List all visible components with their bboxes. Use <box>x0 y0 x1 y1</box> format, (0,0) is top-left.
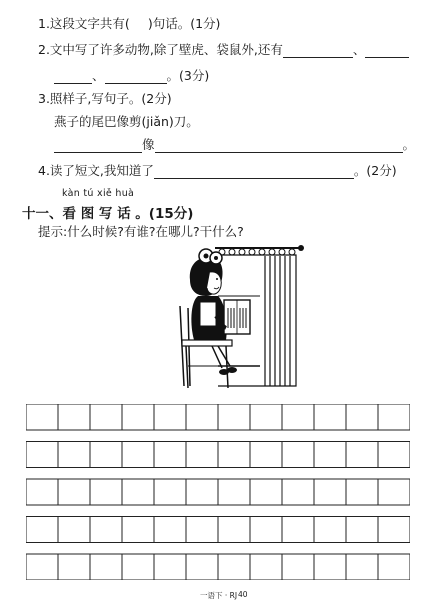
grid-cell[interactable] <box>186 554 218 580</box>
grid-cell[interactable] <box>346 479 378 505</box>
grid-cell[interactable] <box>346 517 378 543</box>
writing-grid[interactable] <box>26 404 410 580</box>
grid-cell[interactable] <box>314 517 346 543</box>
grid-cell[interactable] <box>154 517 186 543</box>
grid-cell[interactable] <box>26 442 58 468</box>
grid-cell[interactable] <box>250 442 282 468</box>
grid-cell[interactable] <box>90 404 122 430</box>
grid-cell[interactable] <box>250 517 282 543</box>
grid-cell[interactable] <box>218 404 250 430</box>
grid-cell[interactable] <box>314 479 346 505</box>
grid-cell[interactable] <box>122 554 154 580</box>
section-pinyin: kàn tú xiě huà <box>62 188 135 199</box>
grid-cell[interactable] <box>58 404 90 430</box>
question-3-example: 燕子的尾巴像剪(jiǎn)刀。 <box>54 114 199 129</box>
grid-cell[interactable] <box>250 479 282 505</box>
grid-row <box>26 554 410 580</box>
grid-cell[interactable] <box>90 554 122 580</box>
grid-cell[interactable] <box>122 404 154 430</box>
grid-cell[interactable] <box>154 404 186 430</box>
question-2-line-2 <box>54 66 209 84</box>
question-2-text: 2.文中写了许多动物,除了壁虎、袋鼠外,还有 <box>38 42 283 57</box>
grid-cell[interactable] <box>250 404 282 430</box>
question-2-end: 。(3分) <box>166 68 210 83</box>
question-4-suffix: 。(2分) <box>353 163 397 178</box>
question-3-title: 3.照样子,写句子。(2分) <box>38 91 172 106</box>
grid-row <box>26 404 410 430</box>
grid-cell[interactable] <box>346 554 378 580</box>
grid-cell[interactable] <box>378 404 410 430</box>
answer-blank[interactable] <box>105 83 167 84</box>
grid-cell[interactable] <box>58 554 90 580</box>
grid-cell[interactable] <box>90 517 122 543</box>
grid-cell[interactable] <box>122 442 154 468</box>
grid-cell[interactable] <box>122 479 154 505</box>
grid-cell[interactable] <box>154 554 186 580</box>
girl-reading-illustration <box>160 236 305 396</box>
grid-cell[interactable] <box>314 554 346 580</box>
grid-cell[interactable] <box>346 442 378 468</box>
grid-cell[interactable] <box>218 442 250 468</box>
answer-blank[interactable] <box>154 178 354 179</box>
grid-cell[interactable] <box>378 479 410 505</box>
grid-cell[interactable] <box>26 517 58 543</box>
grid-cell[interactable] <box>154 442 186 468</box>
question-3-end: 。 <box>402 137 416 152</box>
grid-cell[interactable] <box>218 517 250 543</box>
grid-cell[interactable] <box>26 479 58 505</box>
answer-blank[interactable] <box>155 152 403 153</box>
section-hint: 提示:什么时候?有谁?在哪儿?干什么? <box>38 224 244 239</box>
page-number: 40 <box>238 590 248 599</box>
grid-cell[interactable] <box>186 517 218 543</box>
grid-cell[interactable] <box>90 442 122 468</box>
section-title: 十一、看 图 写 话 。(15分) <box>22 206 194 222</box>
grid-cell[interactable] <box>58 479 90 505</box>
answer-blank[interactable] <box>283 57 353 58</box>
answer-blank[interactable] <box>54 152 142 153</box>
grid-cell[interactable] <box>378 442 410 468</box>
question-3-like: 像 <box>142 137 155 152</box>
grid-cell[interactable] <box>378 554 410 580</box>
separator: 、 <box>352 42 366 57</box>
grid-cell[interactable] <box>154 479 186 505</box>
grid-cell[interactable] <box>186 479 218 505</box>
grid-cell[interactable] <box>282 442 314 468</box>
grid-cell[interactable] <box>282 517 314 543</box>
grid-cell[interactable] <box>58 442 90 468</box>
grid-cell[interactable] <box>218 479 250 505</box>
grid-cell[interactable] <box>250 554 282 580</box>
grid-row <box>26 442 410 468</box>
question-1-suffix: )句话。(1分) <box>147 16 221 31</box>
grid-cell[interactable] <box>26 404 58 430</box>
grid-cell[interactable] <box>314 404 346 430</box>
grid-cell[interactable] <box>346 404 378 430</box>
footer-label: 一语下 · RJ <box>200 591 238 600</box>
answer-blank[interactable] <box>54 83 92 84</box>
grid-cell[interactable] <box>282 404 314 430</box>
question-1-prefix: 1.这段文字共有( <box>38 16 130 31</box>
grid-cell[interactable] <box>186 404 218 430</box>
grid-cell[interactable] <box>378 517 410 543</box>
grid-cell[interactable] <box>282 554 314 580</box>
grid-cell[interactable] <box>122 517 154 543</box>
grid-cell[interactable] <box>186 442 218 468</box>
separator: 、 <box>92 68 105 83</box>
grid-cell[interactable] <box>314 442 346 468</box>
grid-cell[interactable] <box>58 517 90 543</box>
question-4-prefix: 4.读了短文,我知道了 <box>38 163 154 178</box>
grid-cell[interactable] <box>282 479 314 505</box>
answer-blank[interactable] <box>365 57 409 58</box>
question-1 <box>38 14 220 32</box>
grid-row <box>26 479 410 505</box>
grid-row <box>26 517 410 543</box>
question-4 <box>38 161 397 179</box>
grid-cell[interactable] <box>90 479 122 505</box>
grid-cell[interactable] <box>218 554 250 580</box>
question-3-answer-line <box>54 135 415 153</box>
grid-cell[interactable] <box>26 554 58 580</box>
question-2-line-1 <box>38 40 409 58</box>
